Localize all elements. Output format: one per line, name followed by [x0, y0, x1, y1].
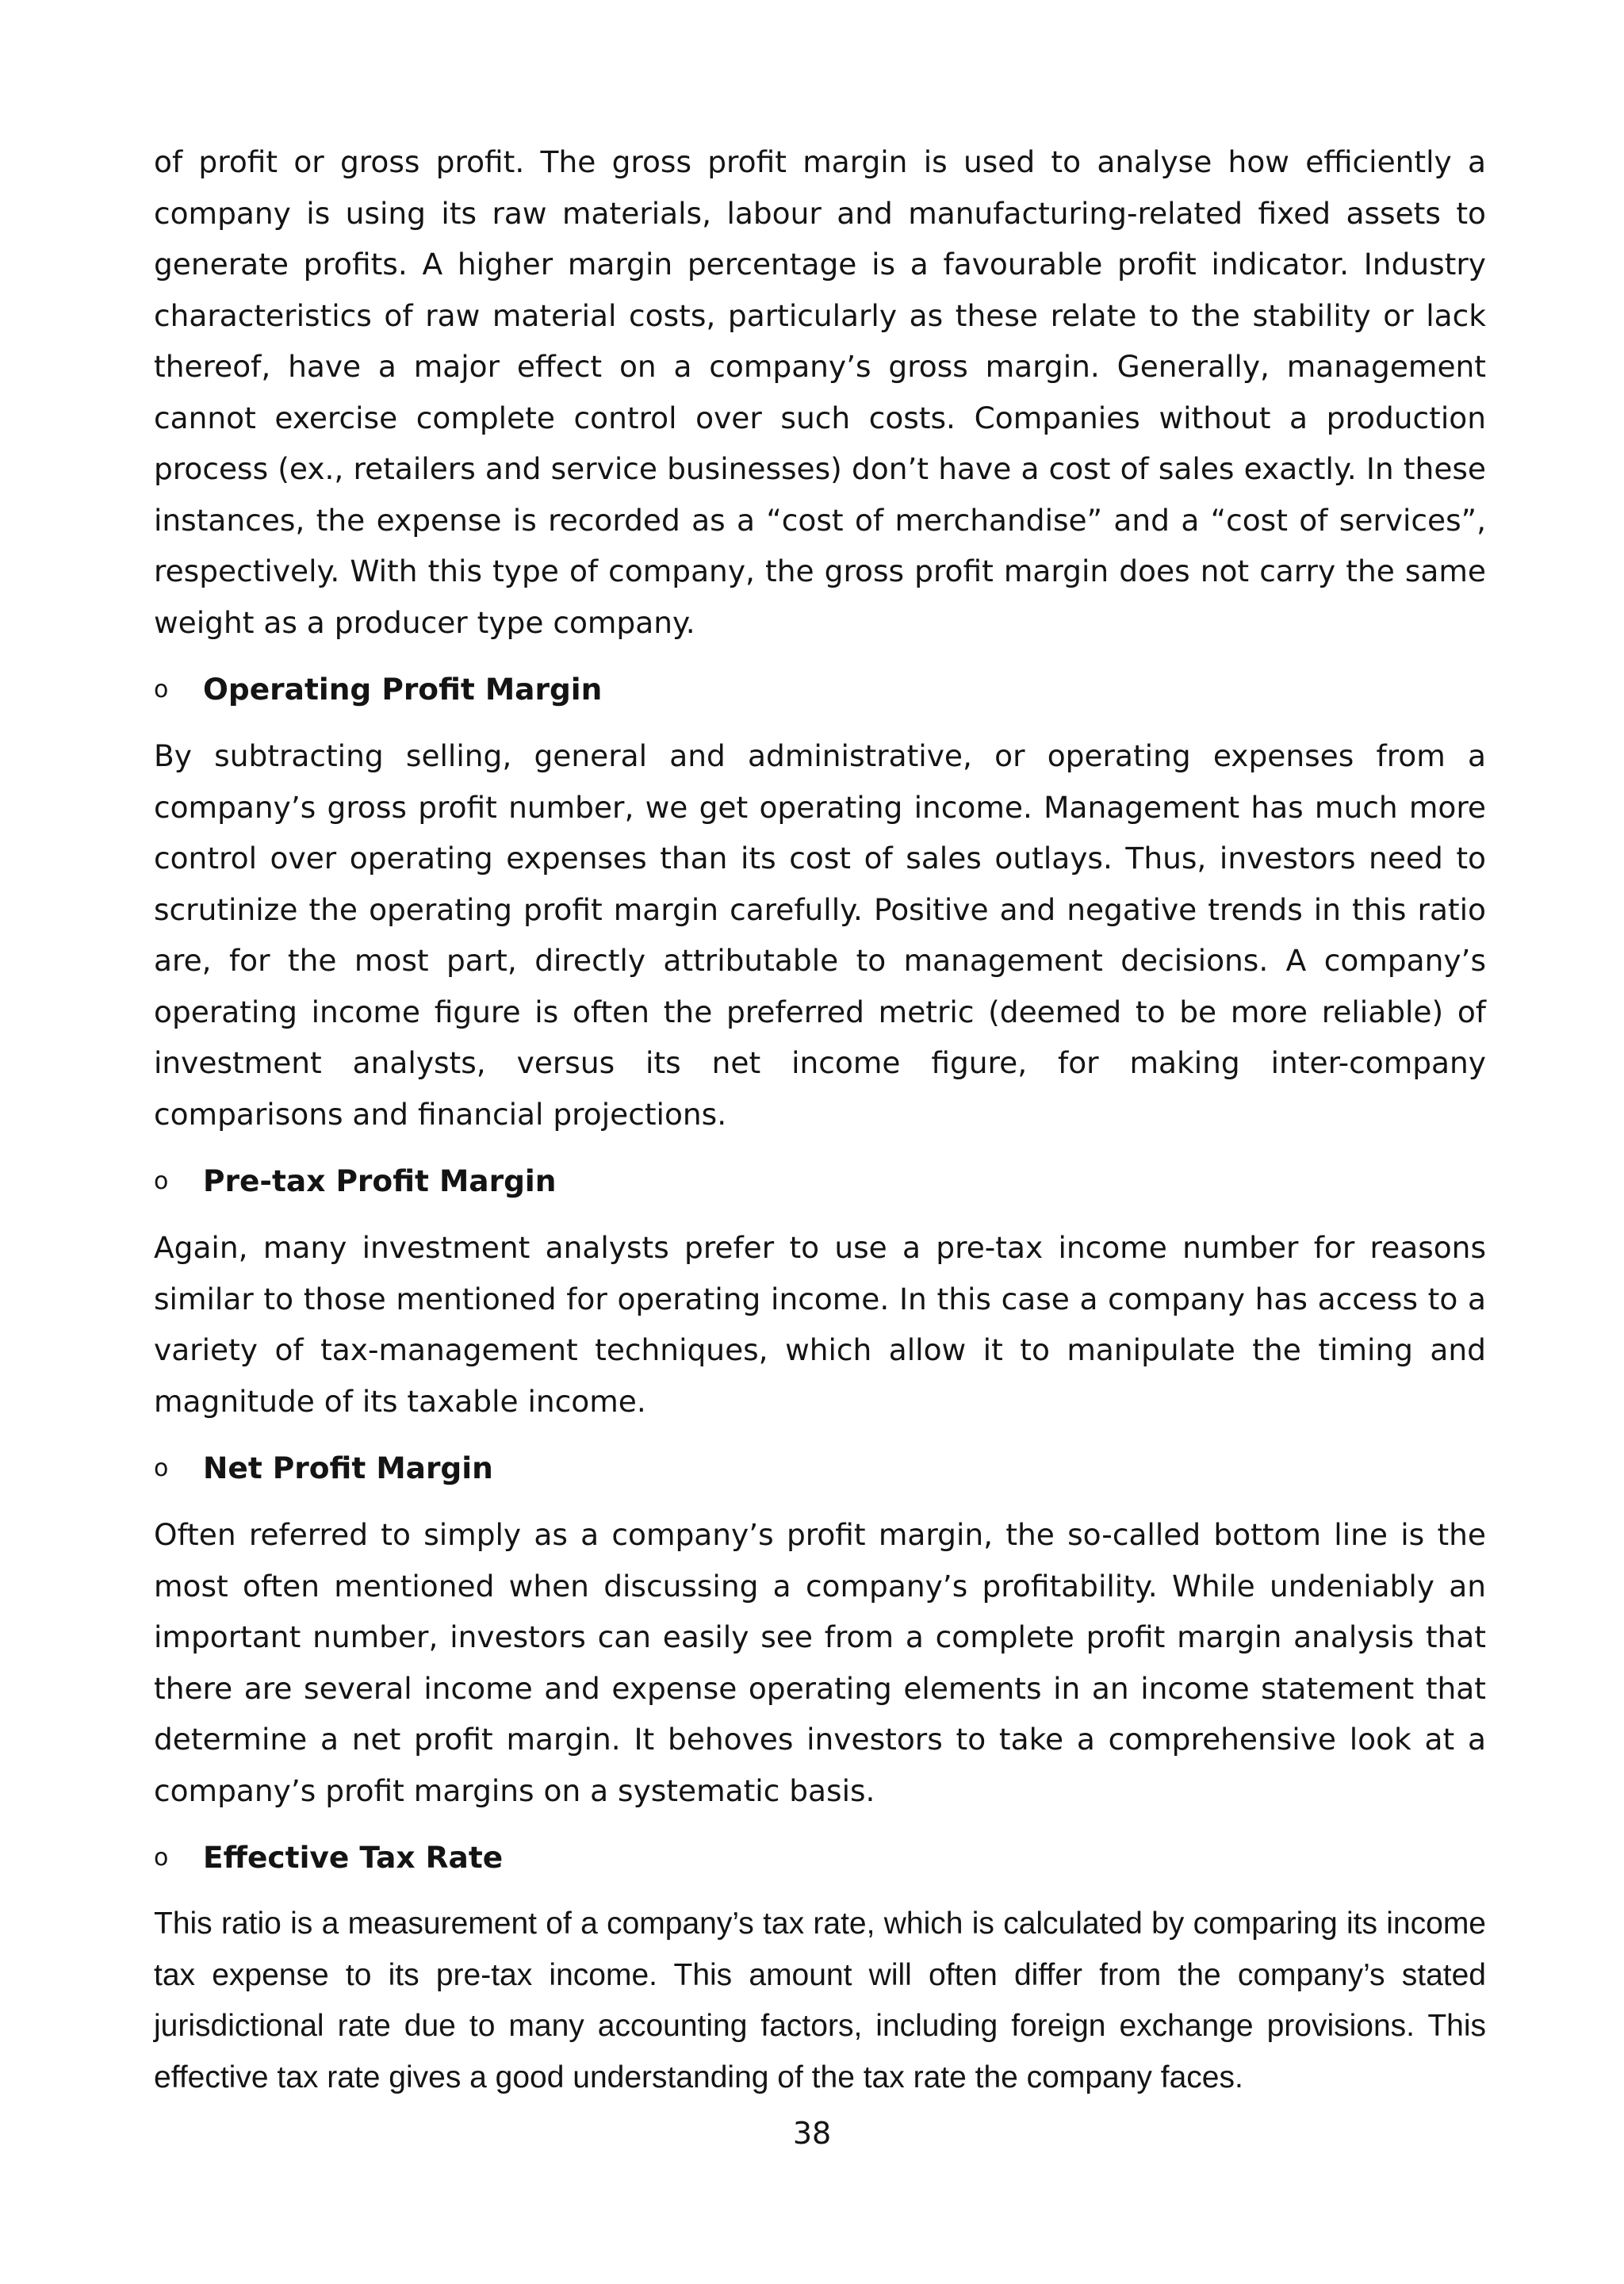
heading-label: Net Profit Margin: [203, 1450, 493, 1485]
document-body: [154, 136, 1486, 2103]
heading-label: Effective Tax Rate: [203, 1840, 504, 1875]
heading-effective-tax-rate: [154, 1832, 1486, 1883]
bullet-marker: o: [154, 675, 169, 703]
bullet-marker: o: [154, 1843, 169, 1872]
page-number: 38: [792, 2116, 832, 2151]
paragraph-effective-tax-rate: This ratio is a measurement of a company’s tax rate, which is calculated by comparing its income tax expense to its pre-tax income. This amount will often differ from the company’s stated jurisdictional rate due to many accounting factors, including foreign exchange provisions. This effective tax rate gives a good understanding of the tax rate the company faces.: [154, 1907, 1486, 2094]
paragraph-gross-profit: of profit or gross profit. The gross profit margin is used to analyse how efficiently a company is using its raw materials, labour and manufacturing-related fixed assets to generate profits. A higher margin percentage is a favourable profit indicator. Industry characteristics of raw material costs, particularly as these relate to the stability or lack thereof, have a major effect on a company’s gross margin. Generally, management cannot exercise complete control over such costs. Companies without a production process (ex., retailers and service businesses) don’t have a cost of sales exactly. In these instances, the expense is recorded as a “cost of merchandise” and a “cost of services”, respectively. With this type of company, the gross profit margin does not carry the same weight as a producer type company.: [154, 144, 1486, 640]
heading-operating-profit-margin: [154, 664, 1486, 715]
paragraph-net-profit-margin: Often referred to simply as a company’s profit margin, the so-called bottom line is the most often mentioned when discussing a company’s profitability. While undeniably an important number, investors can easily see from a complete profit margin analysis that there are several income and expense operating elements in an income statement that determine a net profit margin. It behoves investors to take a comprehensive look at a company’s profit margins on a systematic basis.: [154, 1517, 1486, 1808]
heading-pre-tax-profit-margin: [154, 1155, 1486, 1206]
heading-label: Pre-tax Profit Margin: [203, 1163, 557, 1198]
bullet-marker: o: [154, 1167, 169, 1195]
bullet-marker: o: [154, 1454, 169, 1482]
heading-label: Operating Profit Margin: [203, 672, 603, 707]
paragraph-operating-profit-margin: By subtracting selling, general and administrative, or operating expenses from a company’s gross profit number, we get operating income. Management has much more control over operating expenses than its cost of sales outlays. Thus, investors need to scrutinize the operating profit margin carefully. Positive and negative trends in this ratio are, for the most part, directly attributable to management decisions. A company’s operating income figure is often the preferred metric (deemed to be more reliable) of investment analysts, versus its net income figure, for making inter-company comparisons and financial projections.: [154, 738, 1486, 1132]
paragraph-pre-tax-profit-margin: Again, many investment analysts prefer to use a pre-tax income number for reasons similar to those mentioned for operating income. In this case a company has access to a variety of tax-management techniques, which allow it to manipulate the timing and magnitude of its taxable income.: [154, 1230, 1486, 1419]
heading-net-profit-margin: [154, 1443, 1486, 1493]
